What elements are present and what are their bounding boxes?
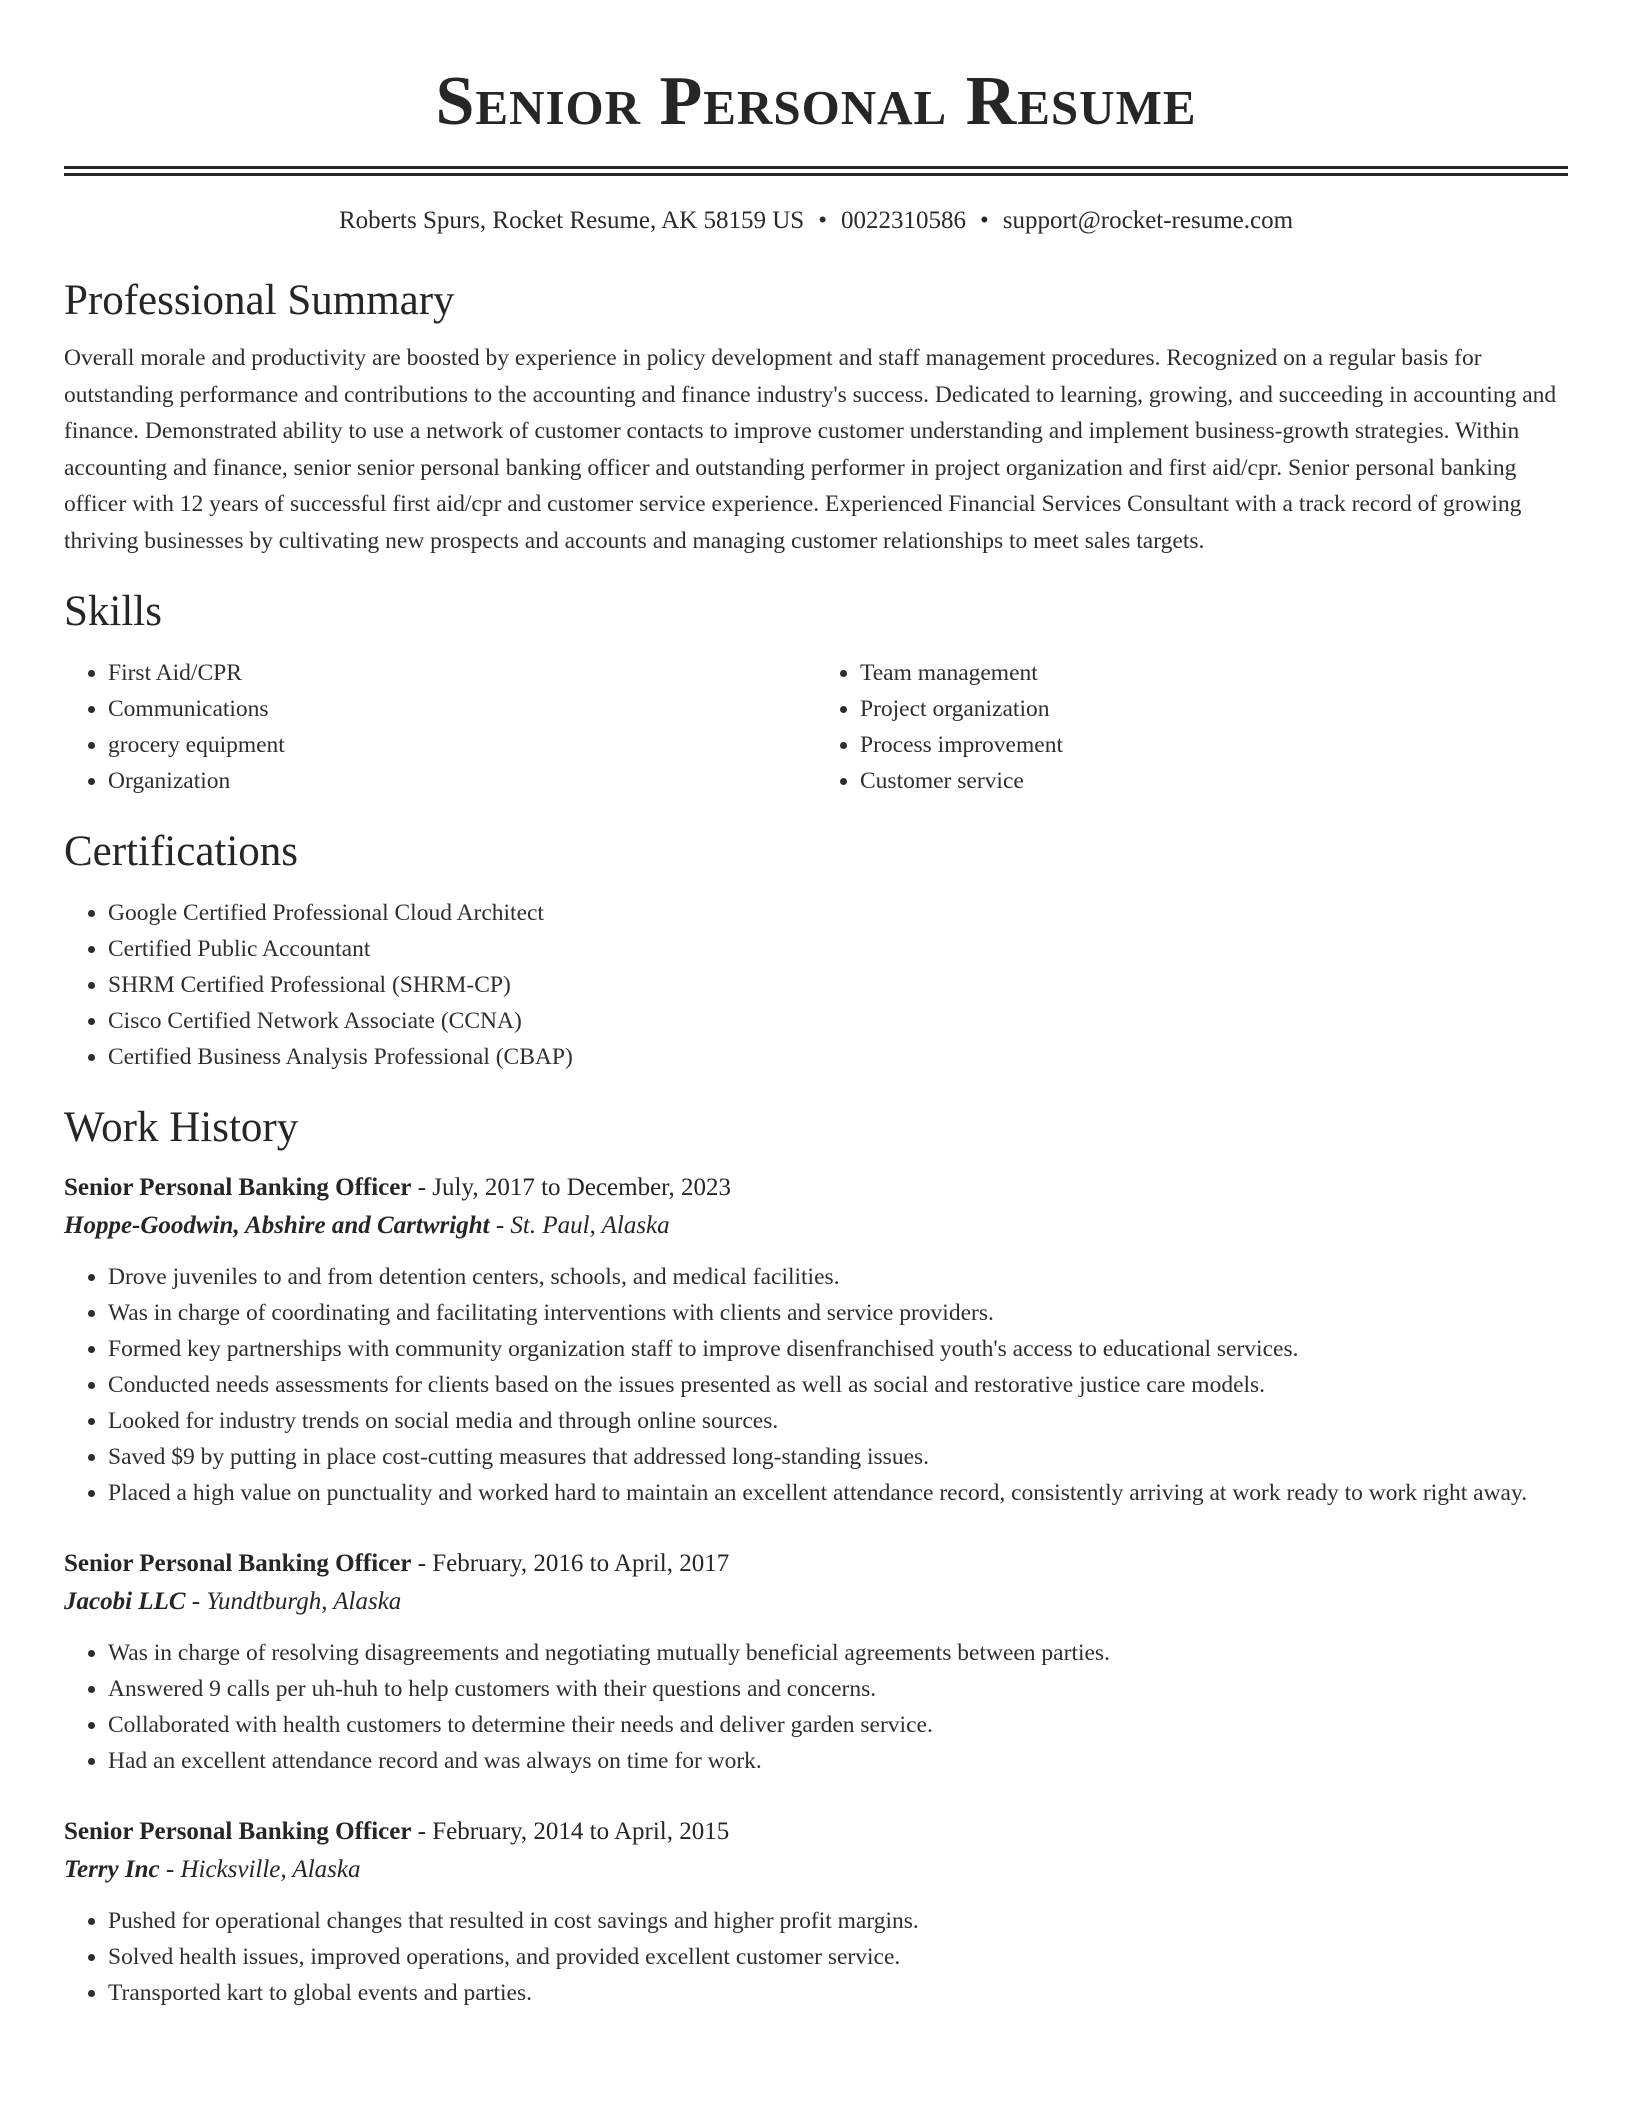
job-location: St. Paul, Alaska [510,1212,670,1239]
certification-item: • Certified Public Accountant [108,931,1568,967]
job-title-line: Senior Personal Banking Officer - February, 2014 to April, 2015 [64,1818,730,1845]
job-bullet: • Looked for industry trends on social media and through online sources. [108,1403,1568,1439]
job-bullet: • Formed key partnerships with community organization staff to improve disenfranchised youth's access to educational services. [108,1331,1568,1367]
resume-title: Senior Personal Resume [435,63,1197,140]
skills-section [64,587,1568,799]
job-company: Jacobi LLC [64,1588,186,1615]
skill-item: • Project organization [860,691,1568,727]
job-dates: July, 2017 to December, 2023 [432,1174,731,1201]
contact-address: Roberts Spurs, Rocket Resume, AK 58159 US [338,207,805,234]
job-bullet: • Transported kart to global events and parties. [108,1975,1568,2011]
certifications-heading: Certifications [64,828,299,875]
skills-heading: Skills [64,588,162,635]
job-bullet: • Saved $9 by putting in place cost-cutting measures that addressed long-standing issues. [108,1439,1568,1475]
summary-text: Overall morale and productivity are boosted by experience in policy development and staff management procedures. Recognized on a regular basis for outstanding performance and contributions to the accounting and finance industry's success. Dedicated to learning, growing, and succeeding in accounting and finance. Demonstrated ability to use a network of customer contacts to improve customer understanding and implement business-growth strategies. Within accounting and finance, senior senior personal banking officer and outstanding performer in project organization and first aid/cpr. Senior personal banking officer with 12 years of successful first aid/cpr and customer service experience. Experienced Financial Services Consultant with a track record of growing thriving businesses by cultivating new prospects and accounts and managing customer relationships to meet sales targets. [64,345,1557,554]
job-location: Yundtburgh, Alaska [206,1588,402,1615]
skills-columns [64,655,1568,799]
work-history-heading: Work History [64,1104,299,1151]
job-location: Hicksville, Alaska [180,1856,361,1883]
skill-item: • Communications [108,691,816,727]
certification-item: • Cisco Certified Network Associate (CCNA) [108,1003,1568,1039]
job-title-line: Senior Personal Banking Officer - February, 2016 to April, 2017 [64,1550,730,1577]
skill-item: • First Aid/CPR [108,655,816,691]
job-title: Senior Personal Banking Officer [64,1550,412,1577]
certifications-list [64,895,1568,1075]
job-bullet: • Placed a high value on punctuality and worked hard to maintain an excellent attendance record, consistently arriving at work ready to work right away. [108,1475,1568,1511]
certification-item: • SHRM Certified Professional (SHRM-CP) [108,967,1568,1003]
job-bullet: • Drove juveniles to and from detention centers, schools, and medical facilities. [108,1259,1568,1295]
job-bullet: • Had an excellent attendance record and was always on time for work. [108,1743,1568,1779]
job-dates: February, 2014 to April, 2015 [432,1818,730,1845]
job-bullet: • Solved health issues, improved operations, and provided excellent customer service. [108,1939,1568,1975]
job-bullet: • Was in charge of coordinating and facilitating interventions with clients and service providers. [108,1295,1568,1331]
certification-item: • Google Certified Professional Cloud Architect [108,895,1568,931]
skill-item: • Organization [108,763,816,799]
title-double-rule [64,166,1568,176]
skill-item: • Process improvement [860,727,1568,763]
work-history-section [64,1103,1568,2011]
job-title-line: Senior Personal Banking Officer - July, 2017 to December, 2023 [64,1174,731,1201]
job-title: Senior Personal Banking Officer [64,1174,412,1201]
skill-item: • Team management [860,655,1568,691]
job-title: Senior Personal Banking Officer [64,1818,412,1845]
summary-section [64,276,1568,559]
job-dates: February, 2016 to April, 2017 [432,1550,730,1577]
skill-item: • grocery equipment [108,727,816,763]
job-bullets [64,1635,1568,1779]
job-bullet: • Was in charge of resolving disagreements and negotiating mutually beneficial agreements between parties. [108,1635,1568,1671]
job-company: Terry Inc [64,1856,160,1883]
skill-item: • Customer service [860,763,1568,799]
job-bullets [64,1903,1568,2011]
job-bullet: • Conducted needs assessments for clients based on the issues presented as well as social and restorative justice care models. [108,1367,1568,1403]
job-bullet: • Pushed for operational changes that resulted in cost savings and higher profit margins. [108,1903,1568,1939]
job-company-line: Terry Inc - Hicksville, Alaska [64,1856,361,1883]
skills-right-list [816,655,1568,799]
job-entry [64,1813,1568,2011]
job-entry [64,1169,1568,1511]
certifications-section [64,827,1568,1075]
job-company-line: Jacobi LLC - Yundtburgh, Alaska [64,1588,402,1615]
job-bullet: • Collaborated with health customers to determine their needs and deliver garden service. [108,1707,1568,1743]
contact-line [64,206,1568,236]
job-company-line: Hoppe-Goodwin, Abshire and Cartwright - St. Paul, Alaska [64,1212,670,1239]
contact-email: support@rocket-resume.com [1002,207,1294,234]
job-bullets [64,1259,1568,1511]
contact-separator: • [979,207,989,234]
skills-left-list [64,655,816,799]
contact-phone: 0022310586 [840,207,966,234]
contact-separator: • [818,207,827,234]
summary-heading: Professional Summary [64,277,455,324]
job-entry [64,1545,1568,1779]
job-company: Hoppe-Goodwin, Abshire and Cartwright [64,1212,490,1239]
certification-item: • Certified Business Analysis Professional (CBAP) [108,1039,1568,1075]
job-bullet: • Answered 9 calls per uh-huh to help customers with their questions and concerns. [108,1671,1568,1707]
